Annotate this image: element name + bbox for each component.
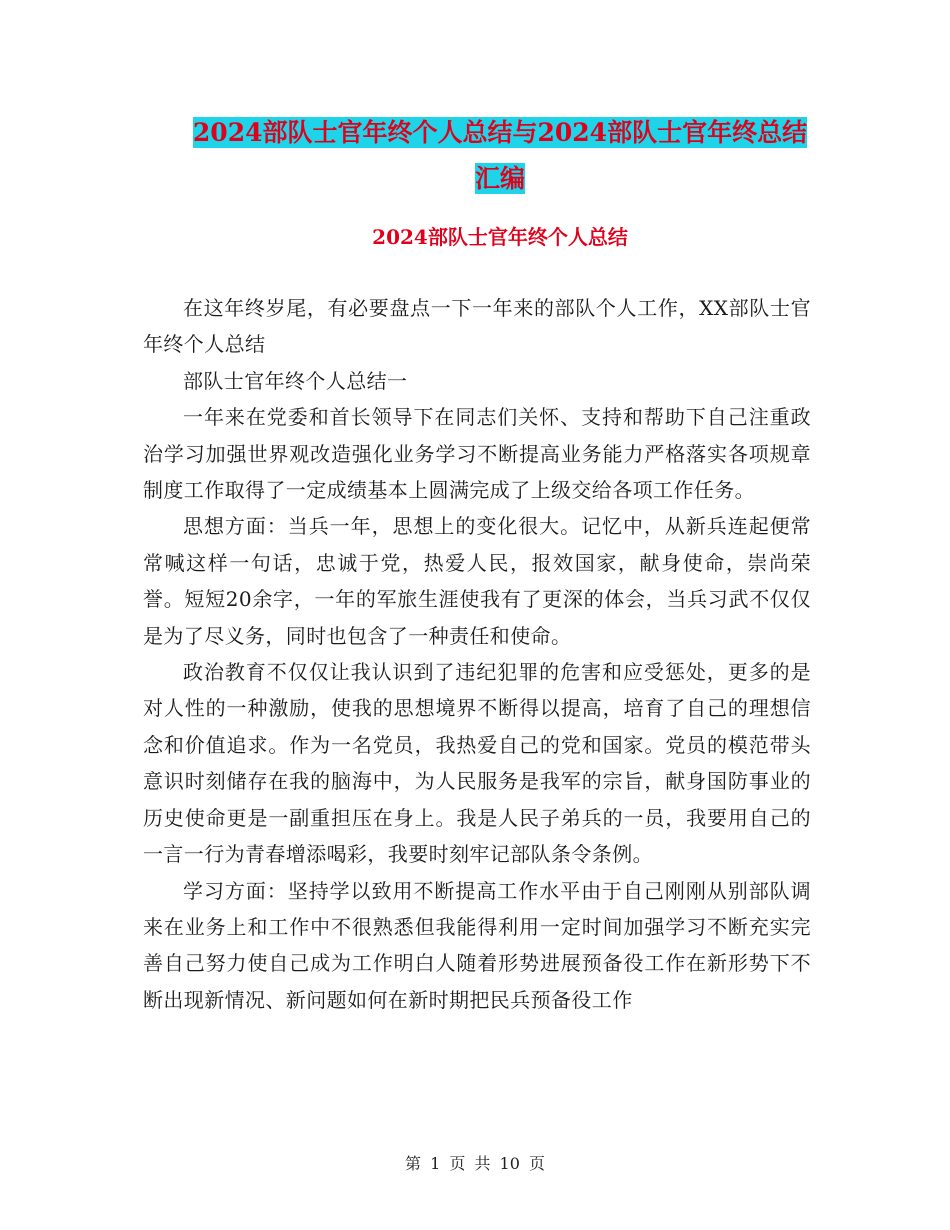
paragraph: 思想方面：当兵一年，思想上的变化很大。记忆中，从新兵连起便常常喊这样一句话，忠诚于党，热爱人民，报效国家，献身使命，崇尚荣誉。短短20余字，一年的军旅生涯使我有了更深的体会，当兵习武不仅仅是为了尽义务，同时也包含了一种责任和使命。 [143, 514, 811, 648]
paragraph: 部队士官年终个人总结一 [183, 368, 408, 393]
paragraph: 在这年终岁尾，有必要盘点一下一年来的部队个人工作，XX部队士官年终个人总结 [143, 296, 811, 357]
section-title: 2024部队士官年终个人总结 [372, 225, 628, 249]
document-title-line-1: 2024部队士官年终个人总结与2024部队士官年终总结 [192, 118, 808, 147]
paragraph: 一年来在党委和首长领导下在同志们关怀、支持和帮助下自己注重政治学习加强世界观改造强化业务学习不断提高业务能力严格落实各项规章制度工作取得了一定成绩基本上圆满完成了上级交给各项工作任务。 [143, 405, 811, 503]
paragraph: 政治教育不仅仅让我认识到了违纪犯罪的危害和应受惩处，更多的是对人性的一种激励，使我的思想境界不断得以提高，培育了自己的理想信念和价值追求。作为一名党员，我热爱自己的党和国家。党员的模范带头意识时刻储存在我的脑海中，为人民服务是我军的宗旨，献身国防事业的历史使命更是一副重担压在身上。我是人民子弟兵的一员，我要用自己的一言一行为青春增添喝彩，我要时刻牢记部队条令条例。 [143, 660, 811, 867]
paragraph: 学习方面：坚持学以致用不断提高工作水平由于自己刚刚从别部队调来在业务上和工作中不很熟悉但我能得利用一定时间加强学习不断充实完善自己努力使自己成为工作明白人随着形势进展预备役工作在新形势下不断出现新情况、新问题如何在新时期把民兵预备役工作 [143, 878, 811, 1012]
page-number-footer: 第 1 页 共 10 页 [405, 1154, 545, 1173]
document-body [143, 290, 811, 1018]
document-title [140, 110, 860, 202]
document-title-line-2: 汇编 [474, 164, 525, 193]
